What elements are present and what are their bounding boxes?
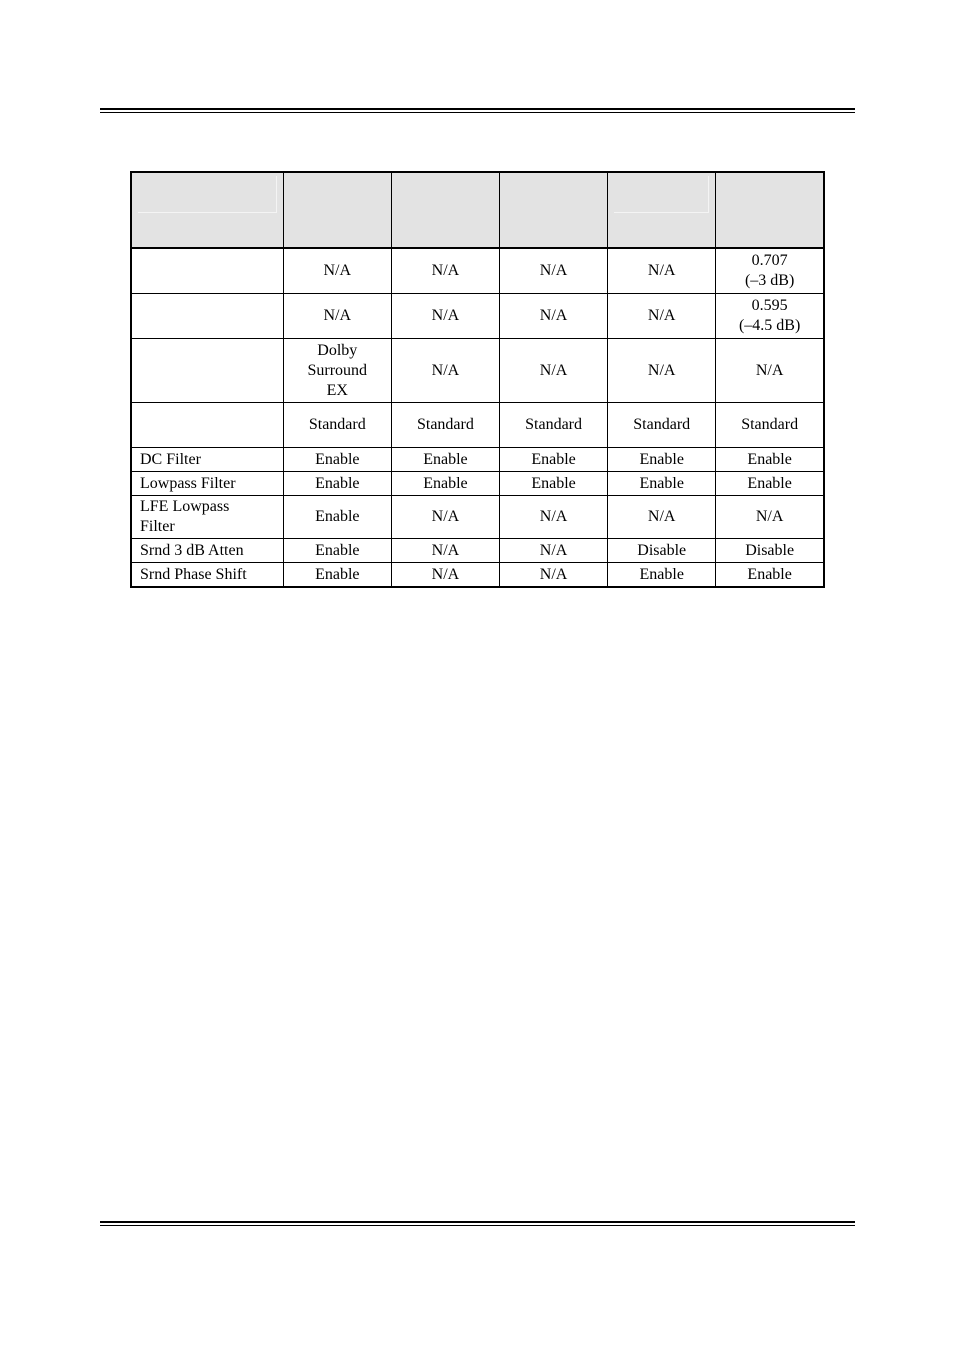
- table-cell: Enable: [283, 448, 391, 472]
- table-cell: N/A: [716, 339, 824, 403]
- table-cell: Dolby Surround EX: [283, 339, 391, 403]
- header-cell: [283, 172, 391, 248]
- table-cell: Enable: [283, 496, 391, 539]
- table-row: [131, 563, 824, 588]
- table-cell: 0.707 (–3 dB): [716, 248, 824, 294]
- table-cell: N/A: [391, 563, 499, 588]
- table-cell: Disable: [716, 539, 824, 563]
- table-cell: Standard: [608, 403, 716, 448]
- table-row: [131, 448, 824, 472]
- table-cell: N/A: [391, 294, 499, 339]
- table-cell: N/A: [500, 496, 608, 539]
- table-cell: N/A: [283, 294, 391, 339]
- row-label: Srnd 3 dB Atten: [131, 539, 283, 563]
- table-cell: N/A: [391, 248, 499, 294]
- table-cell: Standard: [391, 403, 499, 448]
- table-row: [131, 496, 824, 539]
- table-cell: Standard: [283, 403, 391, 448]
- row-label: Lowpass Filter: [131, 472, 283, 496]
- table-cell: Enable: [608, 448, 716, 472]
- table-cell: Enable: [716, 563, 824, 588]
- header-cell: [608, 172, 716, 248]
- table-row: [131, 339, 824, 403]
- header-rule: [100, 108, 855, 113]
- row-label: Srnd Phase Shift: [131, 563, 283, 588]
- table-row: [131, 248, 824, 294]
- table-cell: Enable: [391, 472, 499, 496]
- table-cell: Enable: [608, 563, 716, 588]
- table-cell: N/A: [391, 339, 499, 403]
- header-cell: [131, 172, 283, 248]
- table-cell: Enable: [391, 448, 499, 472]
- header-cell: [391, 172, 499, 248]
- table-cell: Enable: [283, 563, 391, 588]
- table-cell: N/A: [391, 539, 499, 563]
- table-body: [131, 248, 824, 587]
- table-cell: 0.595 (–4.5 dB): [716, 294, 824, 339]
- table-cell: Standard: [716, 403, 824, 448]
- table-cell: Disable: [608, 539, 716, 563]
- header-cell: [500, 172, 608, 248]
- table-cell: N/A: [500, 339, 608, 403]
- table-cell: Enable: [716, 472, 824, 496]
- row-label: LFE Lowpass Filter: [131, 496, 283, 539]
- row-label: DC Filter: [131, 448, 283, 472]
- table-cell: Enable: [500, 472, 608, 496]
- row-label: [131, 294, 283, 339]
- table-cell: N/A: [500, 248, 608, 294]
- row-label: [131, 403, 283, 448]
- table-cell: N/A: [500, 563, 608, 588]
- row-label: [131, 248, 283, 294]
- table-cell: N/A: [500, 294, 608, 339]
- table-cell: Enable: [283, 539, 391, 563]
- table-row: [131, 294, 824, 339]
- table-cell: N/A: [608, 496, 716, 539]
- table-cell: Standard: [500, 403, 608, 448]
- header-cell: [716, 172, 824, 248]
- table-cell: N/A: [283, 248, 391, 294]
- table-cell: Enable: [716, 448, 824, 472]
- table-cell: N/A: [608, 248, 716, 294]
- footer-rule: [100, 1221, 855, 1226]
- table-cell: N/A: [391, 496, 499, 539]
- table-cell: Enable: [608, 472, 716, 496]
- table-row: [131, 539, 824, 563]
- row-label: [131, 339, 283, 403]
- table-cell: N/A: [500, 539, 608, 563]
- table-row: [131, 472, 824, 496]
- table-cell: N/A: [608, 294, 716, 339]
- table-row: [131, 403, 824, 448]
- table-cell: Enable: [500, 448, 608, 472]
- table-cell: Enable: [283, 472, 391, 496]
- settings-table: [130, 171, 825, 588]
- table-cell: N/A: [608, 339, 716, 403]
- table-header-row: [131, 172, 824, 248]
- table-cell: N/A: [716, 496, 824, 539]
